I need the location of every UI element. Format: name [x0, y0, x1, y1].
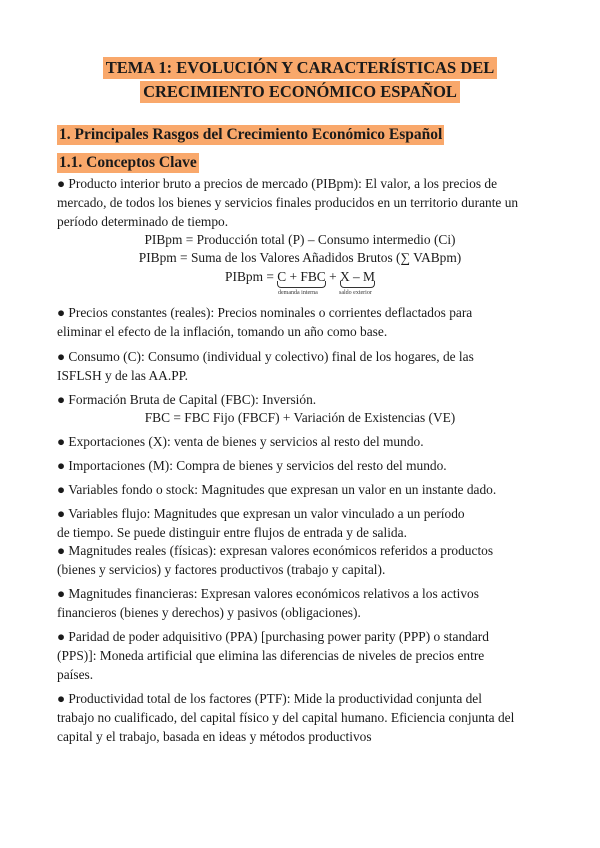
financieras-definition-line-1: ● Magnitudes financieras: Expresan valores económicos relativos a los activos	[57, 586, 479, 601]
flujo-definition-line-1: ● Variables flujo: Magnitudes que expresan un valor vinculado a un período	[57, 506, 465, 521]
ppa-definition-line-3: países.	[57, 667, 94, 682]
ptf-definition-line-3: capital y el trabajo, basada en ideas y métodos productivos	[57, 729, 372, 744]
external-brace	[340, 281, 375, 288]
pib-definition-line-3: período determinado de tiempo.	[57, 214, 229, 229]
pib-formula-3-prefix: PIBpm =	[225, 269, 278, 284]
ppa-definition-line-2: (PPS)]: Moneda artificial que elimina las diferencias de niveles de precios entre	[57, 648, 485, 663]
demand-brace	[277, 281, 326, 288]
brace-label-saldo-exterior: saldo exterior	[339, 290, 372, 296]
pib-definition-line-2: mercado, de todos los bienes y servicios finales producidos en un territorio durante un	[57, 195, 519, 210]
pib-formula-2: PIBpm = Suma de los Valores Añadidos Brutos (∑ VABpm)	[138, 250, 462, 265]
financieras-definition-line-2: financieros (bienes y derechos) y pasivos (obligaciones).	[57, 605, 361, 620]
ptf-definition-line-1: ● Productividad total de los factores (PTF): Mide la productividad conjunta del	[57, 691, 482, 706]
title-highlight-1: TEMA 1: EVOLUCIÓN Y CARACTERÍSTICAS DEL	[103, 57, 498, 79]
demand-brace-group	[277, 267, 326, 286]
pib-formula-3-group-2: X – M	[339, 269, 375, 284]
pib-formula-1: PIBpm = Producción total (P) – Consumo intermedio (Ci)	[144, 232, 456, 247]
consumo-definition-line-1: ● Consumo (C): Consumo (individual y colectivo) final de los hogares, de las	[57, 349, 474, 364]
pib-formula-3	[0, 267, 600, 286]
exportaciones-definition: ● Exportaciones (X): venta de bienes y servicios al resto del mundo.	[57, 434, 424, 449]
importaciones-definition: ● Importaciones (M): Compra de bienes y servicios del resto del mundo.	[57, 458, 447, 473]
pib-formula-3-mid: +	[325, 269, 340, 284]
fbc-definition-line-1: ● Formación Bruta de Capital (FBC): Inversión.	[57, 392, 317, 407]
brace-label-demanda-interna: demanda interna	[278, 290, 318, 296]
subsection-heading-1-1	[57, 153, 199, 173]
fbc-formula: FBC = FBC Fijo (FBCF) + Variación de Existencias (VE)	[144, 410, 456, 425]
external-brace-group	[340, 267, 375, 286]
ptf-definition-line-2: trabajo no cualificado, del capital físico y del capital humano. Eficiencia conjunta del	[57, 710, 515, 725]
fondo-definition: ● Variables fondo o stock: Magnitudes que expresan un valor en un instante dado.	[57, 482, 497, 497]
document-title-line-1	[0, 58, 600, 78]
pib-definition-line-1: ● Producto interior bruto a precios de mercado (PIBpm): El valor, a los precios de	[57, 176, 498, 191]
section-heading-1	[57, 125, 444, 145]
document-title-line-2	[0, 82, 600, 102]
precios-definition-line-1: ● Precios constantes (reales): Precios nominales o corrientes deflactados para	[57, 305, 473, 320]
section-heading-1-text: 1. Principales Rasgos del Crecimiento Económico Español	[59, 126, 443, 143]
title-highlight-2: CRECIMIENTO ECONÓMICO ESPAÑOL	[140, 81, 460, 103]
subsection-heading-1-1-text: 1.1. Conceptos Clave	[59, 154, 197, 171]
reales-definition-line-2: (bienes y servicios) y factores productivos (trabajo y capital).	[57, 562, 386, 577]
pib-formula-3-group-1: C + FBC	[277, 269, 326, 284]
reales-definition-line-1: ● Magnitudes reales (físicas): expresan valores económicos referidos a productos	[57, 543, 494, 558]
consumo-definition-line-2: ISFLSH y de las AA.PP.	[57, 368, 188, 383]
ppa-definition-line-1: ● Paridad de poder adquisitivo (PPA) [purchasing power parity (PPP) o standard	[57, 629, 489, 644]
flujo-definition-line-2: de tiempo. Se puede distinguir entre flujos de entrada y de salida.	[57, 525, 407, 540]
precios-definition-line-2: eliminar el efecto de la inflación, tomando un año como base.	[57, 324, 388, 339]
